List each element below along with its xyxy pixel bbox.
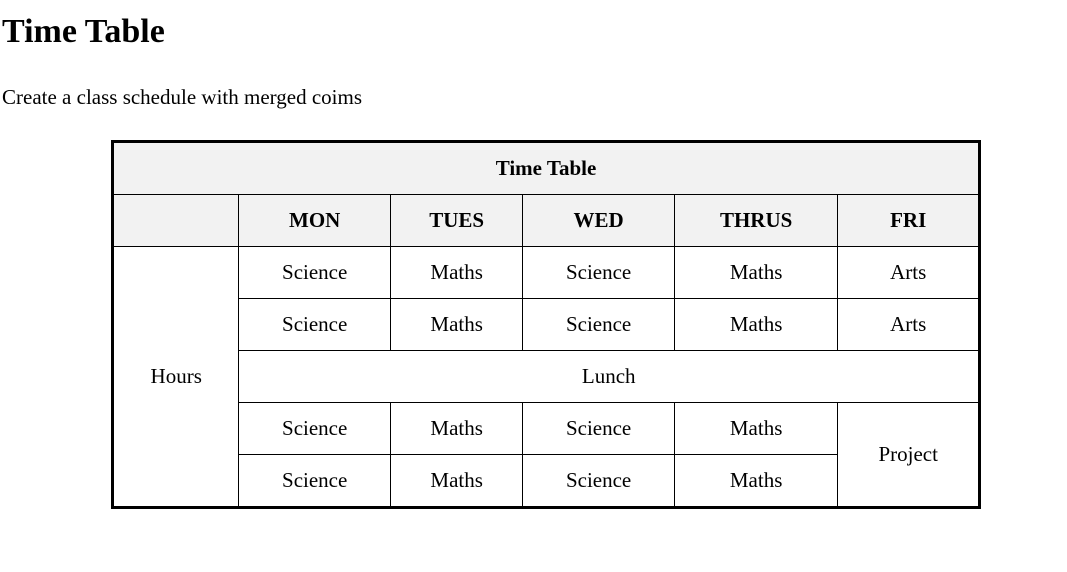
timetable: [111, 140, 981, 509]
cell-r1-fri: Arts: [838, 247, 980, 299]
cell-r5-tues: Maths: [390, 455, 522, 508]
hours-label: Hours: [113, 247, 239, 508]
page-subtitle: Create a class schedule with merged coims: [2, 85, 362, 109]
project-cell: Project: [838, 403, 980, 508]
cell-r2-wed: Science: [523, 299, 675, 351]
table-row: [113, 299, 980, 351]
cell-r4-mon: Science: [239, 403, 391, 455]
cell-r5-thrus: Maths: [674, 455, 838, 508]
header-row: [113, 195, 980, 247]
header-mon: MON: [239, 195, 391, 247]
cell-r2-tues: Maths: [390, 299, 522, 351]
cell-r4-tues: Maths: [390, 403, 522, 455]
cell-r1-wed: Science: [523, 247, 675, 299]
header-fri: FRI: [838, 195, 980, 247]
cell-r4-thrus: Maths: [674, 403, 838, 455]
cell-r1-tues: Maths: [390, 247, 522, 299]
cell-r4-wed: Science: [523, 403, 675, 455]
table-row: [113, 351, 980, 403]
table-row: [113, 403, 980, 455]
page-title: Time Table: [2, 13, 165, 50]
cell-r1-mon: Science: [239, 247, 391, 299]
cell-r1-thrus: Maths: [674, 247, 838, 299]
lunch-cell: Lunch: [239, 351, 980, 403]
cell-r2-fri: Arts: [838, 299, 980, 351]
table-caption: Time Table: [113, 142, 980, 195]
header-thrus: THRUS: [674, 195, 838, 247]
caption-row: [113, 142, 980, 195]
header-empty: [113, 195, 239, 247]
header-wed: WED: [523, 195, 675, 247]
cell-r5-mon: Science: [239, 455, 391, 508]
cell-r5-wed: Science: [523, 455, 675, 508]
header-tues: TUES: [390, 195, 522, 247]
table-row: [113, 247, 980, 299]
cell-r2-thrus: Maths: [674, 299, 838, 351]
cell-r2-mon: Science: [239, 299, 391, 351]
